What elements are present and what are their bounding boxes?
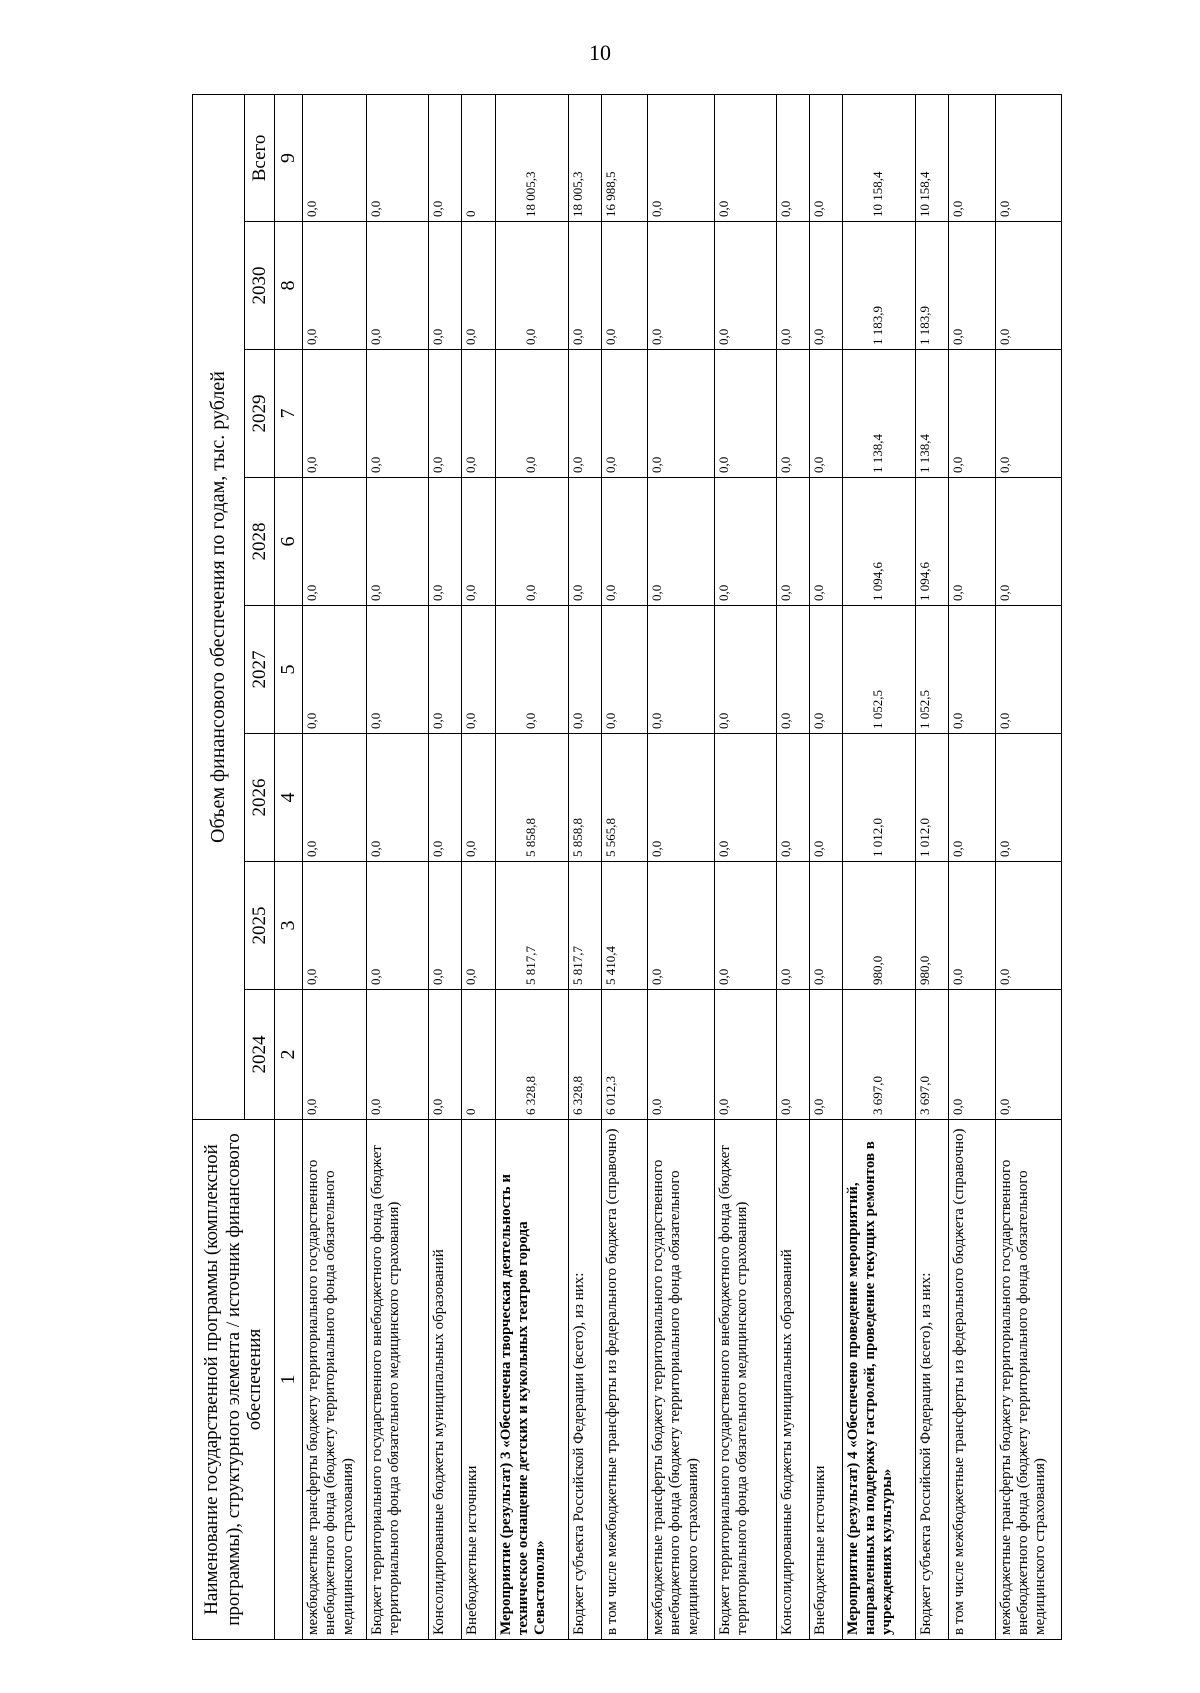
- table-row: [776, 94, 809, 1639]
- value-cell: 0,0: [949, 862, 995, 990]
- value-cell: 0,0: [809, 606, 842, 734]
- row-name: Мероприятие (результат) 4 «Обеспечено проведение мероприятий, направленных на поддержку гастролей, проведение текущих ремонтов в учреждениях культуры»: [842, 1120, 915, 1640]
- row-name: в том числе межбюджетные трансферты из федерального бюджета (справочно): [949, 1120, 995, 1640]
- table-row: [601, 94, 647, 1639]
- value-cell: 0,0: [303, 606, 367, 734]
- value-cell: 1 183,9: [915, 222, 948, 350]
- year-header: 2025: [245, 862, 275, 990]
- year-header: Всего: [245, 94, 275, 221]
- value-cell: 1 094,6: [842, 478, 915, 606]
- value-cell: 0,0: [462, 350, 495, 478]
- table-row: [648, 94, 714, 1639]
- table-row: [367, 94, 429, 1639]
- value-cell: 1 094,6: [915, 478, 948, 606]
- value-cell: 0,0: [949, 478, 995, 606]
- value-cell: 0,0: [367, 478, 429, 606]
- row-name: Консолидированные бюджеты муниципальных образований: [776, 1120, 809, 1640]
- value-cell: 6 328,8: [495, 990, 568, 1120]
- value-cell: 1 012,0: [842, 734, 915, 862]
- value-cell: 0,0: [949, 94, 995, 221]
- value-cell: 0: [462, 94, 495, 221]
- table-row: [809, 94, 842, 1639]
- value-cell: 0,0: [303, 990, 367, 1120]
- value-cell: 0,0: [949, 222, 995, 350]
- value-cell: 16 988,5: [601, 94, 647, 221]
- value-cell: 0,0: [601, 350, 647, 478]
- value-cell: 0,0: [495, 222, 568, 350]
- value-cell: 0,0: [462, 222, 495, 350]
- column-number: 7: [275, 350, 303, 478]
- value-cell: 0,0: [648, 734, 714, 862]
- value-cell: 0,0: [367, 350, 429, 478]
- value-cell: 0,0: [601, 478, 647, 606]
- value-cell: 0,0: [429, 862, 462, 990]
- value-cell: 0,0: [995, 990, 1061, 1120]
- value-cell: 0,0: [714, 94, 776, 221]
- row-name: в том числе межбюджетные трансферты из федерального бюджета (справочно): [601, 1120, 647, 1640]
- year-header: 2030: [245, 222, 275, 350]
- value-cell: 980,0: [915, 862, 948, 990]
- table-row: [995, 94, 1061, 1639]
- value-cell: 0,0: [776, 990, 809, 1120]
- value-cell: 0,0: [429, 222, 462, 350]
- value-cell: 6 012,3: [601, 990, 647, 1120]
- value-cell: 0,0: [462, 478, 495, 606]
- financing-table: [192, 94, 1062, 1640]
- value-cell: 0,0: [303, 222, 367, 350]
- value-cell: 0,0: [367, 94, 429, 221]
- value-cell: 0,0: [949, 990, 995, 1120]
- value-cell: 0,0: [714, 222, 776, 350]
- value-cell: 0,0: [462, 734, 495, 862]
- column-number: 2: [275, 990, 303, 1120]
- row-name: Внебюджетные источники: [462, 1120, 495, 1640]
- value-cell: 0,0: [462, 606, 495, 734]
- row-name: Бюджет субъекта Российской Федерации (всего), из них:: [568, 1120, 601, 1640]
- value-cell: 0,0: [809, 990, 842, 1120]
- table-row: [949, 94, 995, 1639]
- value-cell: 0,0: [949, 734, 995, 862]
- value-cell: 0,0: [714, 606, 776, 734]
- row-name: Консолидированные бюджеты муниципальных образований: [429, 1120, 462, 1640]
- value-cell: 1 138,4: [842, 350, 915, 478]
- column-number: 3: [275, 862, 303, 990]
- value-cell: 0,0: [367, 734, 429, 862]
- value-cell: 0,0: [776, 606, 809, 734]
- table-row: [303, 94, 367, 1639]
- value-cell: 0,0: [367, 862, 429, 990]
- value-cell: 5 817,7: [568, 862, 601, 990]
- value-cell: 0,0: [714, 350, 776, 478]
- value-cell: 0,0: [648, 478, 714, 606]
- value-cell: 0,0: [303, 734, 367, 862]
- value-cell: 0,0: [995, 94, 1061, 221]
- column-number: 4: [275, 734, 303, 862]
- column-number: 1: [275, 1120, 303, 1640]
- value-cell: 0,0: [367, 222, 429, 350]
- column-number: 5: [275, 606, 303, 734]
- value-cell: 5 410,4: [601, 862, 647, 990]
- value-cell: 0,0: [429, 990, 462, 1120]
- value-cell: 3 697,0: [842, 990, 915, 1120]
- value-cell: 0,0: [601, 222, 647, 350]
- value-cell: 0,0: [809, 862, 842, 990]
- row-name: Бюджет территориального государственного внебюджетного фонда (бюджет территориального фонда обязательного медицинского страхования): [367, 1120, 429, 1640]
- value-cell: 1 183,9: [842, 222, 915, 350]
- value-cell: 0,0: [462, 862, 495, 990]
- value-cell: 0,0: [495, 606, 568, 734]
- value-cell: 0,0: [776, 862, 809, 990]
- value-cell: 0,0: [995, 862, 1061, 990]
- value-cell: 0,0: [809, 478, 842, 606]
- rotated-table-container: [192, 95, 1062, 1640]
- value-cell: 0,0: [949, 350, 995, 478]
- value-cell: 1 052,5: [842, 606, 915, 734]
- row-name: Мероприятие (результат) 3 «Обеспечена творческая деятельность и техническое оснащение детских и кукольных театров города Севастополя»: [495, 1120, 568, 1640]
- year-header: 2026: [245, 734, 275, 862]
- value-cell: 0,0: [495, 478, 568, 606]
- row-name: межбюджетные трансферты бюджету территориального государственного внебюджетного фонда (бюджету территориального фонда обязательного медицинского страхования): [995, 1120, 1061, 1640]
- value-cell: 0,0: [648, 350, 714, 478]
- header-name: Наименование государственной программы (комплексной программы), структурного элемента / источник финансового обеспечения: [193, 1120, 275, 1640]
- value-cell: 10 158,4: [915, 94, 948, 221]
- value-cell: 0,0: [648, 222, 714, 350]
- value-cell: 0,0: [601, 606, 647, 734]
- row-name: Внебюджетные источники: [809, 1120, 842, 1640]
- value-cell: 0,0: [429, 94, 462, 221]
- value-cell: 0,0: [429, 734, 462, 862]
- value-cell: 0: [462, 990, 495, 1120]
- year-header: 2028: [245, 478, 275, 606]
- value-cell: 3 697,0: [915, 990, 948, 1120]
- table-row: [714, 94, 776, 1639]
- page-number: 10: [589, 40, 611, 65]
- value-cell: 18 005,3: [568, 94, 601, 221]
- value-cell: 0,0: [995, 606, 1061, 734]
- value-cell: 0,0: [995, 350, 1061, 478]
- value-cell: 0,0: [995, 222, 1061, 350]
- value-cell: 0,0: [367, 990, 429, 1120]
- value-cell: 0,0: [568, 606, 601, 734]
- table-row: [915, 94, 948, 1639]
- column-number: 9: [275, 94, 303, 221]
- row-name: Бюджет субъекта Российской Федерации (всего), из них:: [915, 1120, 948, 1640]
- row-name: межбюджетные трансферты бюджету территориального государственного внебюджетного фонда (бюджету территориального фонда обязательного медицинского страхования): [648, 1120, 714, 1640]
- value-cell: 0,0: [776, 478, 809, 606]
- value-cell: 5 858,8: [495, 734, 568, 862]
- value-cell: 0,0: [648, 94, 714, 221]
- table-row: [495, 94, 568, 1639]
- value-cell: 0,0: [809, 222, 842, 350]
- value-cell: 0,0: [714, 990, 776, 1120]
- value-cell: 0,0: [714, 862, 776, 990]
- value-cell: 0,0: [776, 734, 809, 862]
- value-cell: 0,0: [303, 94, 367, 221]
- value-cell: 0,0: [714, 478, 776, 606]
- table-row: [462, 94, 495, 1639]
- value-cell: 1 052,5: [915, 606, 948, 734]
- header-volume: Объем финансового обеспечения по годам, тыс. рублей: [193, 94, 245, 1119]
- year-header: 2027: [245, 606, 275, 734]
- value-cell: 0,0: [429, 478, 462, 606]
- value-cell: 0,0: [429, 350, 462, 478]
- value-cell: 0,0: [714, 734, 776, 862]
- value-cell: 0,0: [495, 350, 568, 478]
- value-cell: 0,0: [429, 606, 462, 734]
- value-cell: 0,0: [949, 606, 995, 734]
- value-cell: 10 158,4: [842, 94, 915, 221]
- column-number: 8: [275, 222, 303, 350]
- value-cell: 5 817,7: [495, 862, 568, 990]
- value-cell: 5 565,8: [601, 734, 647, 862]
- value-cell: 1 138,4: [915, 350, 948, 478]
- value-cell: 0,0: [303, 478, 367, 606]
- value-cell: 0,0: [648, 606, 714, 734]
- value-cell: 0,0: [568, 222, 601, 350]
- value-cell: 6 328,8: [568, 990, 601, 1120]
- table-row: [842, 94, 915, 1639]
- column-number: 6: [275, 478, 303, 606]
- value-cell: 0,0: [809, 350, 842, 478]
- value-cell: 0,0: [995, 734, 1061, 862]
- value-cell: 0,0: [648, 990, 714, 1120]
- value-cell: 0,0: [303, 862, 367, 990]
- year-header: 2029: [245, 350, 275, 478]
- row-name: Бюджет территориального государственного внебюджетного фонда (бюджет территориального фонда обязательного медицинского страхования): [714, 1120, 776, 1640]
- value-cell: 5 858,8: [568, 734, 601, 862]
- value-cell: 0,0: [648, 862, 714, 990]
- value-cell: 18 005,3: [495, 94, 568, 221]
- year-header: 2024: [245, 990, 275, 1120]
- value-cell: 0,0: [367, 606, 429, 734]
- value-cell: 0,0: [568, 478, 601, 606]
- table-row: [568, 94, 601, 1639]
- value-cell: 980,0: [842, 862, 915, 990]
- value-cell: 0,0: [776, 94, 809, 221]
- table-row: [429, 94, 462, 1639]
- value-cell: 0,0: [776, 222, 809, 350]
- value-cell: 0,0: [809, 94, 842, 221]
- value-cell: 0,0: [776, 350, 809, 478]
- value-cell: 1 012,0: [915, 734, 948, 862]
- value-cell: 0,0: [303, 350, 367, 478]
- value-cell: 0,0: [568, 350, 601, 478]
- value-cell: 0,0: [995, 478, 1061, 606]
- row-name: межбюджетные трансферты бюджету территориального государственного внебюджетного фонда (бюджету территориального фонда обязательного медицинского страхования): [303, 1120, 367, 1640]
- value-cell: 0,0: [809, 734, 842, 862]
